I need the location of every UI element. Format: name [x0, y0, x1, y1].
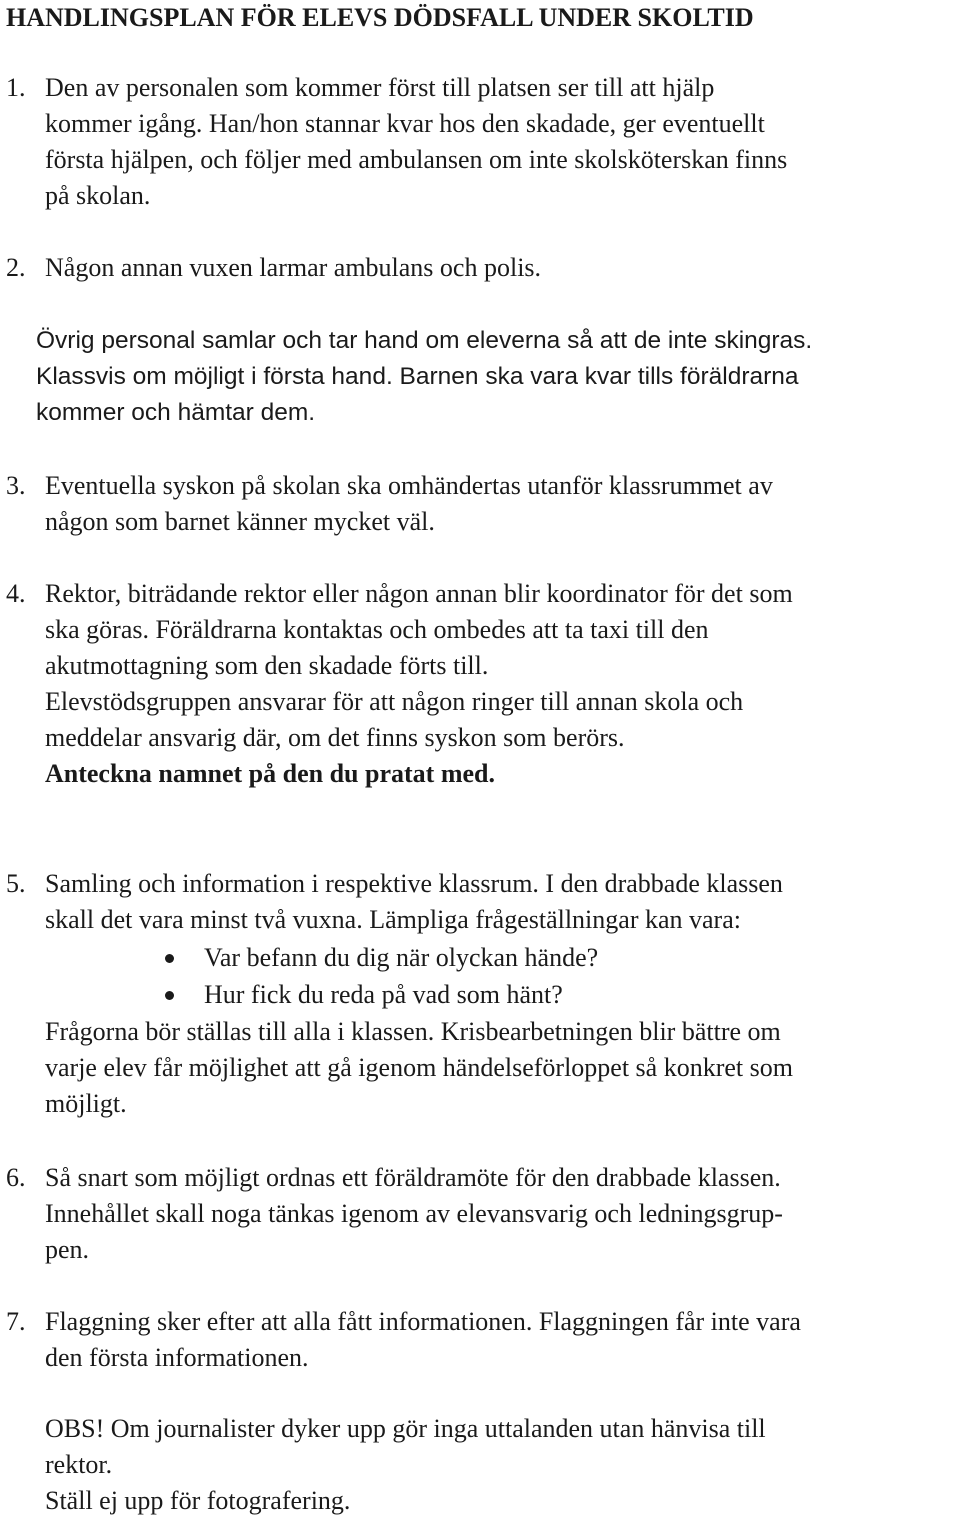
staff-note-line-2: Klassvis om möjligt i första hand. Barnen ska vara kvar tills föräldrarna	[36, 363, 799, 390]
item-5-after-line-3: möjligt.	[45, 1089, 127, 1118]
item-1-line-2: kommer igång. Han/hon stannar kvar hos den skadade, ger eventuellt	[45, 109, 765, 138]
item-4-emphasis: Anteckna namnet på den du pratat med.	[45, 759, 495, 788]
item-4-line-5: meddelar ansvarig där, om det finns syskon som berörs.	[45, 723, 625, 752]
item-5-after-line-2: varje elev får möjlighet att gå igenom händelseförloppet så konkret som	[45, 1053, 793, 1082]
item-5-line-1: Samling och information i respektive klassrum. I den drabbade klassen	[45, 869, 783, 898]
obs-line-1: OBS! Om journalister dyker upp gör inga uttalanden utan hänvisa till	[45, 1414, 766, 1443]
bullet-dot-icon	[165, 954, 174, 963]
item-4-line-2: ska göras. Föräldrarna kontaktas och ombedes att ta taxi till den	[45, 615, 709, 644]
item-6-line-1: Så snart som möjligt ordnas ett föräldramöte för den drabbade klassen.	[45, 1163, 781, 1192]
obs-line-2: rektor.	[45, 1450, 113, 1479]
item-7-line-2: den första informationen.	[45, 1343, 309, 1372]
obs-line-3: Ställ ej upp för fotografering.	[45, 1486, 351, 1515]
item-6-line-3: pen.	[45, 1235, 90, 1264]
item-3-line-1: Eventuella syskon på skolan ska omhändertas utanför klassrummet av	[45, 471, 773, 500]
item-7-number: 7.	[6, 1307, 26, 1336]
item-2-line-1: Någon annan vuxen larmar ambulans och polis.	[45, 253, 542, 282]
document-title: HANDLINGSPLAN FÖR ELEVS DÖDSFALL UNDER SKOLTID	[6, 3, 754, 32]
item-4-line-1: Rektor, biträdande rektor eller någon annan blir koordinator för det som	[45, 579, 793, 608]
staff-note-line-3: kommer och hämtar dem.	[36, 399, 316, 426]
item-1-line-3: första hjälpen, och följer med ambulansen om inte skolsköterskan finns	[45, 145, 788, 174]
item-6-line-2: Innehållet skall noga tänkas igenom av elevansvarig och ledningsgrup-	[45, 1199, 783, 1228]
item-7-line-1: Flaggning sker efter att alla fått informationen. Flaggningen får inte vara	[45, 1307, 801, 1336]
item-2-number: 2.	[6, 253, 26, 282]
item-5-line-2: skall det vara minst två vuxna. Lämpliga frågeställningar kan vara:	[45, 905, 741, 934]
item-3-line-2: någon som barnet känner mycket väl.	[45, 507, 435, 536]
item-1-line-1: Den av personalen som kommer först till platsen ser till att hjälp	[45, 73, 715, 102]
item-3-number: 3.	[6, 471, 26, 500]
bullet-dot-icon	[165, 991, 174, 1000]
item-4-line-4: Elevstödsgruppen ansvarar för att någon ringer till annan skola och	[45, 687, 744, 716]
staff-note-line-1: Övrig personal samlar och tar hand om eleverna så att de inte skingras.	[36, 327, 813, 354]
item-1-number: 1.	[6, 73, 26, 102]
item-4-line-3: akutmottagning som den skadade förts till.	[45, 651, 489, 680]
item-4-number: 4.	[6, 579, 26, 608]
item-5-bullet-2: Hur fick du reda på vad som hänt?	[204, 980, 563, 1009]
item-5-bullet-1: Var befann du dig när olyckan hände?	[204, 943, 599, 972]
item-1-line-4: på skolan.	[45, 181, 151, 210]
item-5-number: 5.	[6, 869, 26, 898]
item-5-after-line-1: Frågorna bör ställas till alla i klassen. Krisbearbetningen blir bättre om	[45, 1017, 781, 1046]
item-6-number: 6.	[6, 1163, 26, 1192]
